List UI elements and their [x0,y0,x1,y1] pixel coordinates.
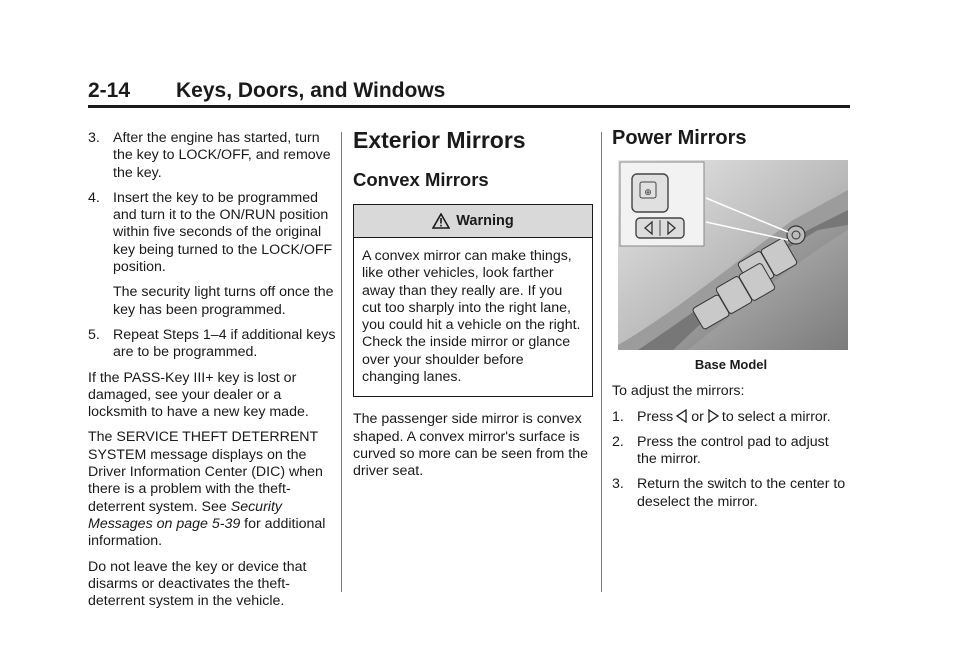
step-text: to select a mirror. [721,408,831,425]
warning-text: A convex mirror can make things, like other vehicles, look farther away than they really are. If you cut too sharply into the right lane, you could hit a vehicle on the right. Check the inside mirror or glance over your shoulder before changing lanes. [362,248,581,386]
step-note: The security light turns off once the key has been programmed. [113,284,334,318]
page-header [88,79,850,108]
warning-title: Warning [456,213,514,229]
step-text: After the engine has started, turn the key to LOCK/OFF, and remove the key. [113,130,331,181]
step-number: 5. [88,326,100,343]
svg-text:⊕: ⊕ [644,188,652,198]
step-text: or [691,408,704,425]
subsection-heading: Convex Mirrors [353,169,489,190]
paragraph: If the PASS-Key III+ key is lost or damaged, see your dealer or a locksmith to have a new key made. [88,369,309,421]
warning-triangle-icon [432,213,450,229]
cross-reference-link[interactable]: Security Messages on page 5-39 [88,498,282,532]
step-text: Press the control pad to adjust the mirror. [637,433,829,468]
column-3 [612,126,850,519]
list-item [88,130,336,182]
list-item [612,409,850,426]
right-mirror-select-icon [706,409,720,423]
step-number: 4. [88,189,100,206]
door-panel-image [618,160,848,350]
step-text: Return the switch to the center to deselect the mirror. [637,476,846,510]
list-item [88,327,336,362]
column-divider [601,132,602,592]
paragraph: To adjust the mirrors: [612,383,745,400]
section-heading: Exterior Mirrors [353,127,526,153]
step-text: Repeat Steps 1–4 if additional keys are to be programmed. [113,326,336,361]
warning-header [354,205,592,238]
list-item [612,434,850,469]
step-number: 2. [612,433,624,450]
step-number: 1. [612,408,624,425]
list-item [88,190,336,276]
page-number: 2-14 [88,79,131,102]
column-1 [88,130,336,618]
mirror-control-illustration [618,160,848,350]
step-text: Press [637,408,674,425]
column-divider [341,132,342,592]
left-mirror-select-icon [675,409,689,423]
section-heading: Power Mirrors [612,127,747,149]
paragraph: Do not leave the key or device that disarms or deactivates the theft-deterrent system in the vehicle. [88,558,307,610]
paragraph [88,429,336,550]
paragraph-text: The SERVICE THEFT DETERRENT SYSTEM message displays on the Driver Information Center (DIC) when there is a problem with the theft-deterrent system. See [88,429,323,515]
figure-caption: Base Model [694,357,768,372]
chapter-title: Keys, Doors, and Windows [176,79,446,102]
list-item [612,476,850,511]
step-number: 3. [88,130,100,146]
column-2 [353,126,593,489]
step-number: 3. [612,476,624,493]
step-text: Insert the key to be programmed and turn it to the ON/RUN position within five seconds of the original key being turned to the LOCK/OFF position. [113,189,333,276]
warning-box [353,204,593,397]
paragraph-text: for additional information. [88,515,326,550]
paragraph: The passenger side mirror is convex shaped. A convex mirror's surface is curved so more can be seen from the driver seat. [353,411,589,480]
